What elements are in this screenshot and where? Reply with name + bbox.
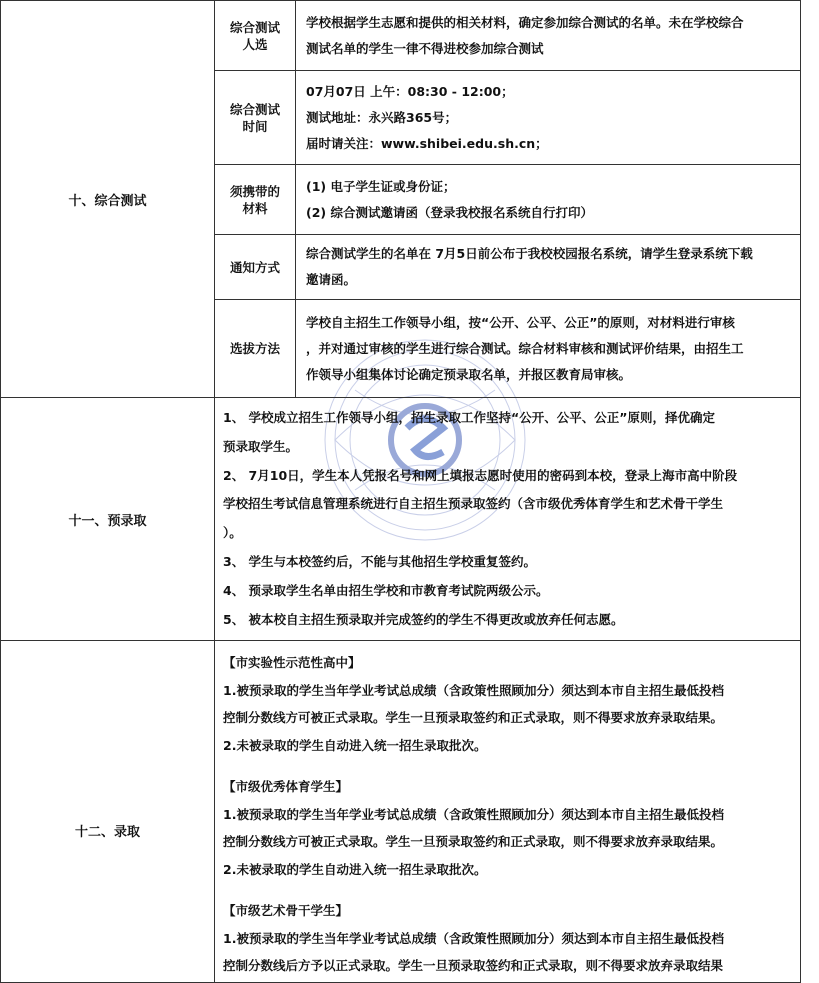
section-title-comprehensive-test: 十、综合测试 xyxy=(1,1,215,398)
row-content: 学校根据学生志愿和提供的相关材料，确定参加综合测试的名单。未在学校综合 测试名单的学生一律不得进校参加综合测试 xyxy=(296,1,801,71)
row-label: 须携带的 材料 xyxy=(215,165,296,235)
section-content: 【市实验性示范性高中】 1.被预录取的学生当年学业考试总成绩（含政策性照顾加分）须达到本市自主招生最低投档 控制分数线方可被正式录取。学生一旦预录取签约和正式录取，则不得要求放弃录取结果。 2.未被录取的学生自动进入统一招生录取批次。 【市级优秀体育学生】 1.被预录取的学生当年学业考试总成绩（含政策性照顾加分）须达到本市自主招生最低投档 控制分数线方可被正式录取。学生一旦预录取签约和正式录取，则不得要求放弃录取结果。 2.未被录取的学生自动进入统一招生录取批次。 【市级艺术骨干学生】 1.被预录取的学生当年学业考试总成绩（含政策性照顾加分）须达到本市自主招生最低投档 控制分数线后方予以正式录取。学生一旦预录取签约和正式录取，则不得要求放弃录取结果 xyxy=(215,641,801,983)
row-label: 综合测试 人选 xyxy=(215,1,296,71)
row-label: 选拔方法 xyxy=(215,300,296,398)
group-heading: 【市级艺术骨干学生】 xyxy=(223,903,349,919)
section-title-pre-admission: 十一、预录取 xyxy=(1,398,215,641)
group-heading: 【市实验性示范性高中】 xyxy=(223,655,361,671)
row-content: 07月07日 上午：08:30 - 12:00； 测试地址：永兴路365号； 届时请关注：www.shibei.edu.sh.cn； xyxy=(296,71,801,165)
row-label: 通知方式 xyxy=(215,235,296,300)
row-label: 综合测试 时间 xyxy=(215,71,296,165)
row-content: 综合测试学生的名单在 7月5日前公布于我校校园报名系统，请学生登录系统下载 邀请函。 xyxy=(296,235,801,300)
section-content: 1、 学校成立招生工作领导小组，招生录取工作坚持“公开、公平、公正”原则，择优确定 预录取学生。 2、 7月10日，学生本人凭报名号和网上填报志愿时使用的密码到本校，登录上海市高中阶段 学校招生考试信息管理系统进行自主招生预录取签约（含市级优秀体育学生和艺术骨干学生 ）。 3、 学生与本校签约后，不能与其他招生学校重复签约。 4、 预录取学生名单由招生学校和市教育考试院两级公示。 5、 被本校自主招生预录取并完成签约的学生不得更改或放弃任何志愿。 xyxy=(215,398,801,641)
group-heading: 【市级优秀体育学生】 xyxy=(223,779,349,795)
row-content: 学校自主招生工作领导小组，按“公开、公平、公正”的原则，对材料进行审核 ，并对通过审核的学生进行综合测试。综合材料审核和测试评价结果，由招生工 作领导小组集体讨论确定预录取名单，并报区教育局审核。 xyxy=(296,300,801,398)
row-content: (1) 电子学生证或身份证； (2) 综合测试邀请函（登录我校报名系统自行打印） xyxy=(296,165,801,235)
section-title-admission: 十二、录取 xyxy=(1,641,215,983)
